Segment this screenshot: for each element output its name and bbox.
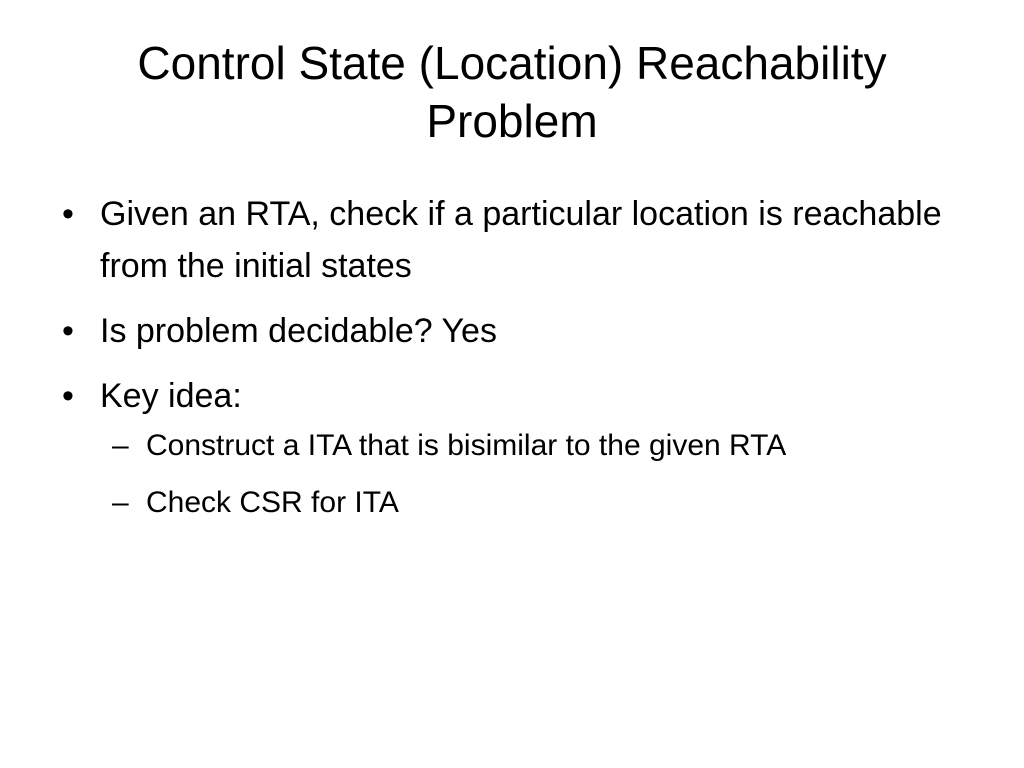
sub-bullet-item bbox=[100, 483, 976, 523]
bullet-text: Given an RTA, check if a particular location is reachable from the initial states bbox=[100, 195, 942, 285]
dash-icon: – bbox=[112, 486, 129, 519]
sub-bullet-text: Construct a ITA that is bisimilar to the given RTA bbox=[146, 429, 787, 462]
bullet-text: Key idea: bbox=[100, 377, 242, 415]
bullet-list bbox=[56, 188, 976, 523]
dash-icon: – bbox=[112, 429, 129, 462]
sub-bullet-list bbox=[100, 426, 976, 523]
bullet-text: Is problem decidable? Yes bbox=[100, 312, 497, 350]
bullet-icon: • bbox=[62, 195, 74, 233]
sub-bullet-item bbox=[100, 426, 976, 466]
bullet-icon: • bbox=[62, 377, 74, 415]
slide-title: Control State (Location) Reachability Problem bbox=[137, 37, 887, 147]
bullet-icon: • bbox=[62, 312, 74, 350]
bullet-item bbox=[56, 305, 976, 357]
slide-content bbox=[56, 188, 976, 540]
bullet-item bbox=[56, 188, 976, 292]
sub-bullet-text: Check CSR for ITA bbox=[146, 486, 399, 519]
bullet-item bbox=[56, 370, 976, 523]
